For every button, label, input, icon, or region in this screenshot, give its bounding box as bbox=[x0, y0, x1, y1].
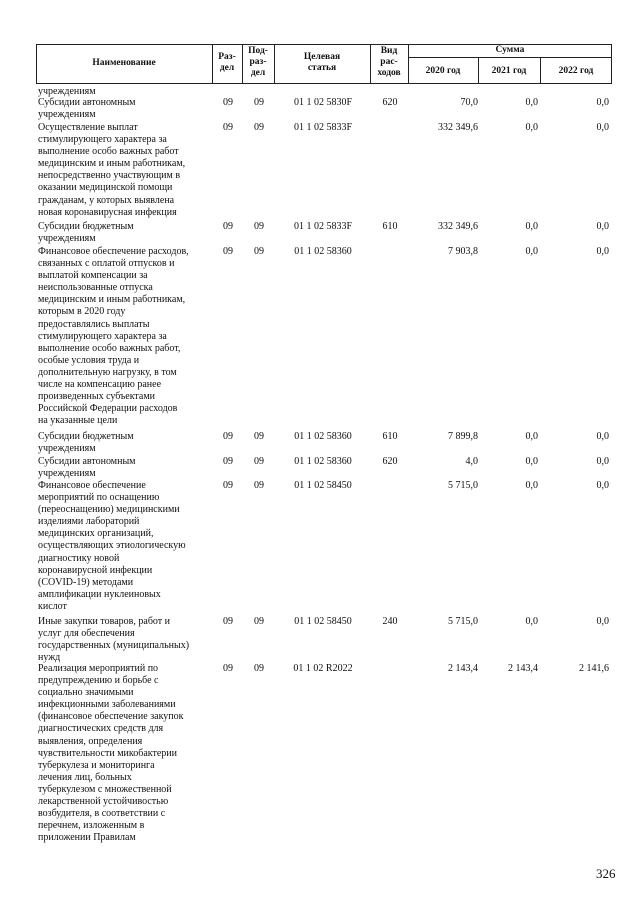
row-name: Реализация мероприятий по предупреждению и борьбе с социально значимыми инфекционными заболеваниями (финансовое обеспечение закупок диагностических средств для выявления, определения чувствительности микобактерии туберкулеза и мониторинга лечения лиц, больных туберкулезом с множественной лекарственной устойчивостью возбудителя, в соответствии с перечнем, изложенным в приложении Правилам bbox=[38, 663, 184, 844]
row-razdel: 09 bbox=[223, 616, 233, 627]
header-razdel: Раз- дел bbox=[218, 52, 236, 73]
row-2020: 5 715,0 bbox=[448, 480, 478, 491]
row-2021: 0,0 bbox=[525, 122, 538, 133]
row-celevaya: 01 1 02 58360 bbox=[294, 431, 352, 442]
row-2021: 0,0 bbox=[525, 221, 538, 232]
row-celevaya: 01 1 02 5830F bbox=[293, 97, 353, 108]
row-2022: 0,0 bbox=[596, 122, 609, 133]
row-2021: 0,0 bbox=[525, 431, 538, 442]
row-podrazdel: 09 bbox=[254, 480, 264, 491]
row-razdel: 09 bbox=[223, 221, 233, 232]
row-podrazdel: 09 bbox=[254, 456, 264, 467]
header-name: Наименование bbox=[92, 58, 156, 68]
row-name: Субсидии автономным учреждениям bbox=[38, 97, 136, 121]
row-razdel: 09 bbox=[223, 663, 233, 674]
row-vid: 240 bbox=[382, 616, 398, 627]
row-name: Финансовое обеспечение расходов, связанных с оплатой отпусков и выплатой компенсации за неиспользованные отпуска медицинским и иным работникам, которым в 2020 году предоставлялись выплаты стимулирующего характера за выполнение особо важных работ, особые условия труда и дополнительную нагрузку, в том числе на компенсацию ранее произведенных субъектами Российской Федерации расходов на указанные цели bbox=[38, 246, 189, 427]
header-vid: Вид рас- ходов bbox=[377, 46, 401, 78]
row-2020: 7 903,8 bbox=[448, 246, 478, 257]
row-vid: 610 bbox=[382, 221, 398, 232]
row-2022: 0,0 bbox=[596, 456, 609, 467]
row-2022: 0,0 bbox=[596, 616, 609, 627]
row-2020: 4,0 bbox=[465, 456, 478, 467]
row-name: учреждениям bbox=[38, 86, 96, 97]
row-razdel: 09 bbox=[223, 480, 233, 491]
header-bottom-border bbox=[36, 83, 612, 84]
row-2020: 5 715,0 bbox=[448, 616, 478, 627]
row-2021: 0,0 bbox=[525, 480, 538, 491]
row-podrazdel: 09 bbox=[254, 122, 264, 133]
row-2022: 0,0 bbox=[596, 431, 609, 442]
row-podrazdel: 09 bbox=[254, 97, 264, 108]
row-podrazdel: 09 bbox=[254, 663, 264, 674]
row-2021: 0,0 bbox=[525, 456, 538, 467]
row-name: Субсидии автономным учреждениям bbox=[38, 456, 136, 480]
row-podrazdel: 09 bbox=[254, 616, 264, 627]
row-2022: 0,0 bbox=[596, 97, 609, 108]
header-2022: 2022 год bbox=[558, 66, 594, 76]
header-summa: Сумма bbox=[495, 45, 525, 55]
row-2020: 332 349,6 bbox=[438, 221, 478, 232]
row-2021: 0,0 bbox=[525, 246, 538, 257]
row-name: Финансовое обеспечение мероприятий по оснащению (переоснащению) медицинскими изделиями лабораторий медицинских организаций, осуществляющих этиологическую диагностику новой коронавирусной инфекции (COVID-19) методами амплификации нуклеиновых кислот bbox=[38, 480, 186, 612]
row-celevaya: 01 1 02 58360 bbox=[294, 246, 352, 257]
row-2021: 0,0 bbox=[525, 97, 538, 108]
row-celevaya: 01 1 02 58360 bbox=[294, 456, 352, 467]
header-2021: 2021 год bbox=[491, 66, 527, 76]
row-celevaya: 01 1 02 5833F bbox=[293, 122, 353, 133]
row-2021: 0,0 bbox=[525, 616, 538, 627]
row-razdel: 09 bbox=[223, 246, 233, 257]
row-podrazdel: 09 bbox=[254, 221, 264, 232]
row-name: Осуществление выплат стимулирующего характера за выполнение особо важных работ медицинским и иным работникам, непосредственно участвующим в оказании медицинской помощи гражданам, у которых выявлена новая коронавирусная инфекция bbox=[38, 122, 186, 218]
row-vid: 620 bbox=[382, 456, 398, 467]
row-2022: 0,0 bbox=[596, 480, 609, 491]
row-celevaya: 01 1 02 5833F bbox=[293, 221, 353, 232]
header-2020: 2020 год bbox=[425, 66, 461, 76]
row-razdel: 09 bbox=[223, 431, 233, 442]
row-2021: 2 143,4 bbox=[508, 663, 538, 674]
header-summa-divider bbox=[408, 57, 612, 58]
row-razdel: 09 bbox=[223, 456, 233, 467]
row-vid: 620 bbox=[382, 97, 398, 108]
row-2022: 0,0 bbox=[596, 221, 609, 232]
header-podrazdel: Под- раз- дел bbox=[248, 46, 268, 78]
row-celevaya: 01 1 02 58450 bbox=[294, 480, 352, 491]
row-name: Иные закупки товаров, работ и услуг для обеспечения государственных (муниципальных) нужд bbox=[38, 616, 190, 664]
row-2020: 7 899,8 bbox=[448, 431, 478, 442]
row-2020: 70,0 bbox=[460, 97, 478, 108]
row-2022: 0,0 bbox=[596, 246, 609, 257]
row-name: Субсидии бюджетным учреждениям bbox=[38, 431, 134, 455]
row-razdel: 09 bbox=[223, 97, 233, 108]
row-podrazdel: 09 bbox=[254, 246, 264, 257]
row-name: Субсидии бюджетным учреждениям bbox=[38, 221, 134, 245]
header-celevaya: Целевая статья bbox=[303, 52, 341, 73]
row-2022: 2 141,6 bbox=[579, 663, 609, 674]
row-razdel: 09 bbox=[223, 122, 233, 133]
row-vid: 610 bbox=[382, 431, 398, 442]
row-podrazdel: 09 bbox=[254, 431, 264, 442]
page-number: 326 bbox=[596, 866, 616, 881]
row-celevaya: 01 1 02 58450 bbox=[294, 616, 352, 627]
row-celevaya: 01 1 02 R2022 bbox=[293, 663, 353, 674]
row-2020: 2 143,4 bbox=[448, 663, 478, 674]
row-2020: 332 349,6 bbox=[438, 122, 478, 133]
